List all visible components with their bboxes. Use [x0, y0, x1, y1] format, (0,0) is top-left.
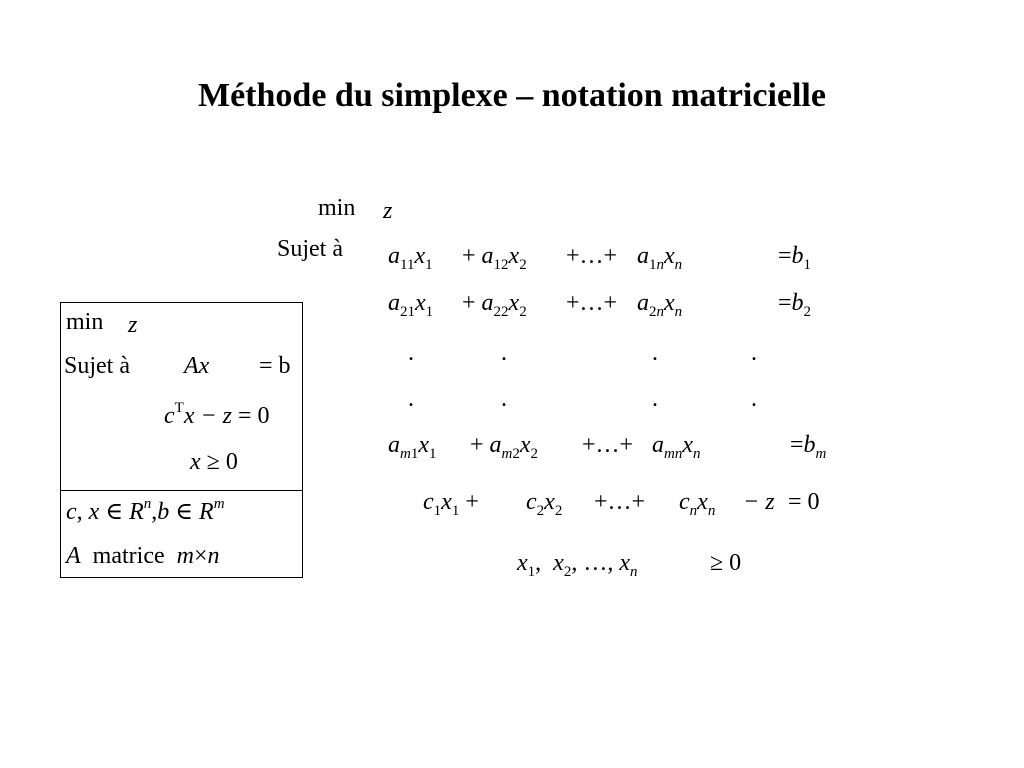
- obj-term2: $c_2x_2$: [526, 489, 563, 519]
- dot: .: [501, 386, 507, 412]
- rowm-rhs: $=b_m$: [790, 432, 827, 462]
- min-label: min: [318, 195, 356, 221]
- rowm-dots: +…+: [582, 432, 634, 458]
- dot: .: [408, 386, 414, 412]
- dot: .: [501, 340, 507, 366]
- nonneg-vars: $x_1$, $x_2$, …, $x_n$: [517, 550, 638, 580]
- rowm-termn: $a_{mn}x_n$: [652, 432, 701, 462]
- def-matrix: A matrice m×n: [66, 543, 220, 569]
- box-nonnegativity: x ≥ 0: [190, 449, 238, 475]
- nonneg-geq: ≥ 0: [710, 550, 742, 576]
- row2-rhs: $=b_2$: [778, 290, 812, 320]
- subject-to-label: Sujet à: [277, 236, 343, 262]
- box-objective-constraint: $c^Tx - z = 0$: [164, 400, 270, 429]
- row2-term1: $a_{21}x_1$: [388, 290, 434, 320]
- dot: .: [652, 386, 658, 412]
- dot: .: [751, 340, 757, 366]
- row2-termn: $a_{2n}x_n$: [637, 290, 683, 320]
- dot: .: [652, 340, 658, 366]
- dot: .: [408, 340, 414, 366]
- box-objective: z: [128, 312, 138, 338]
- rowm-term2: + $a_{m2}x_2$: [470, 432, 539, 462]
- rowm-term1: $a_{m1}x_1$: [388, 432, 437, 462]
- page-title: Méthode du simplexe – notation matricielle: [198, 77, 826, 114]
- row1-rhs: $=b_1$: [778, 243, 812, 273]
- box-eq-b: = b: [259, 353, 291, 379]
- def-vectors: c, x ∈ $R^n,b$ ∈ $R^m$: [66, 496, 225, 525]
- obj-termn: $c_nx_n$: [679, 489, 716, 519]
- row1-term1: $a_{11}x_1$: [388, 243, 433, 273]
- obj-eq-zero: = 0: [788, 489, 820, 515]
- row2-term2: + $a_{22}x_2$: [462, 290, 527, 320]
- row1-dots: +…+: [566, 243, 618, 269]
- row2-dots: +…+: [566, 290, 618, 316]
- box-ax: Ax: [184, 353, 210, 379]
- obj-dots: +…+: [594, 489, 646, 515]
- row1-term2: + $a_{12}x_2$: [462, 243, 527, 273]
- obj-term1: $c_1x_1$ +: [423, 489, 479, 519]
- objective-variable: z: [383, 198, 393, 224]
- row1-termn: $a_{1n}x_n$: [637, 243, 683, 273]
- dot: .: [751, 386, 757, 412]
- obj-minus-z: − z: [743, 489, 775, 515]
- box-min-label: min: [66, 309, 104, 335]
- box-subject-to: Sujet à: [64, 353, 130, 379]
